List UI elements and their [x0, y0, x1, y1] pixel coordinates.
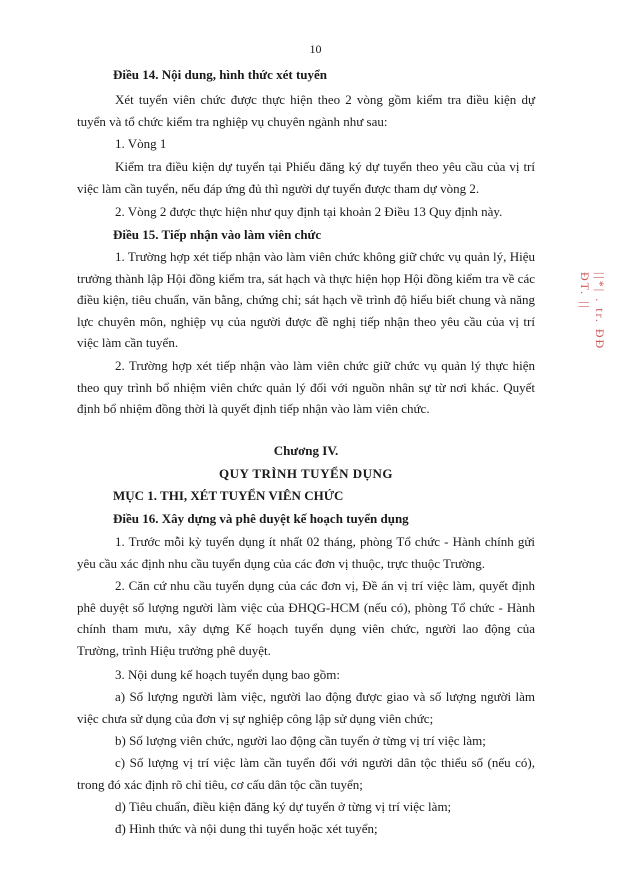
article-14-item-2: 2. Vòng 2 được thực hiện như quy định tại khoản 2 Điều 13 Quy định này. — [115, 204, 503, 219]
article-14-item-1: 1. Vòng 1 — [115, 136, 167, 151]
article-16-para-3: 3. Nội dung kế hoạch tuyển dụng bao gồm: — [115, 667, 340, 682]
article-16-item-b: b) Số lượng viên chức, người lao động cần tuyển ở từng vị trí việc làm; — [115, 733, 486, 748]
article-16-item-dd: đ) Hình thức và nội dung thi tuyển hoặc xét tuyển; — [115, 821, 378, 836]
margin-stamp: ||*| . tr. ĐĐ ĐT. || — [578, 272, 607, 351]
article-14-item-1-body: Kiểm tra điều kiện dự tuyển tại Phiếu đăng ký dự tuyển theo yêu cầu của vị trí việc làm cần tuyển, nếu đáp ứng đủ thì người dự tuyển được tham dự vòng 2. — [77, 159, 535, 196]
chapter-title: QUY TRÌNH TUYỂN DỤNG — [218, 466, 394, 481]
chapter-label: Chương IV. — [273, 443, 339, 458]
article-15-title: Điều 15. Tiếp nhận vào làm viên chức — [113, 227, 322, 242]
article-15-para-2: 2. Trường hợp xét tiếp nhận vào làm viên chức giữ chức vụ quản lý thực hiện theo quy trình bổ nhiệm viên chức quản lý đối với nguồn nhân sự từ nơi khác. Quyết định bổ nhiệm đồng thời là quyết định tiếp nhận vào làm viên chức. — [77, 358, 535, 417]
page-number: 10 — [309, 42, 322, 56]
article-16-item-d: d) Tiêu chuẩn, điều kiện đăng ký dự tuyển ở từng vị trí việc làm; — [115, 799, 452, 814]
section-heading: MỤC 1. THI, XÉT TUYỂN VIÊN CHỨC — [113, 488, 344, 503]
article-16-item-a: a) Số lượng người làm việc, người lao động được giao và số lượng người làm việc chưa sử dụng của đơn vị sự nghiệp công lập sử dụng viên chức; — [77, 689, 535, 726]
article-14-title: Điều 14. Nội dung, hình thức xét tuyển — [113, 67, 328, 82]
article-15-para-1: 1. Trường hợp xét tiếp nhận vào làm viên chức không giữ chức vụ quản lý, Hiệu trưởng thành lập Hội đồng kiểm tra, sát hạch và thực hiện họp Hội đồng kiểm tra về các điều kiện, tiêu chuẩn, văn bằng, chứng chỉ; sát hạch về trình độ hiểu biết chung và năng lực chuyên môn, nghiệp vụ của người được đề nghị tiếp nhận theo yêu cầu của vị trí việc làm cần tuyển. — [77, 249, 535, 351]
article-16-para-1: 1. Trước mỗi kỳ tuyển dụng ít nhất 02 tháng, phòng Tổ chức - Hành chính gửi yêu cầu xác định nhu cầu tuyển dụng của các đơn vị thuộc, trực thuộc Trường. — [77, 534, 535, 571]
article-16-title: Điều 16. Xây dựng và phê duyệt kế hoạch tuyển dụng — [113, 511, 409, 526]
article-16-item-c: c) Số lượng vị trí việc làm cần tuyển đối với người dân tộc thiểu số (nếu có), trong đó xác định rõ chỉ tiêu, cơ cấu dân tộc cần tuyển; — [77, 755, 535, 792]
article-16-para-2: 2. Căn cứ nhu cầu tuyển dụng của các đơn vị, Đề án vị trí việc làm, quyết định phê duyệt số lượng người làm việc của ĐHQG-HCM (nếu có), phòng Tổ chức - Hành chính tham mưu, xây dựng Kế hoạch tuyển dụng viên chức, người lao động của Trường, trình Hiệu trưởng phê duyệt. — [77, 578, 535, 658]
article-14-intro: Xét tuyển viên chức được thực hiện theo 2 vòng gồm kiểm tra điều kiện dự tuyển và tổ chức kiểm tra nghiệp vụ chuyên ngành như sau: — [77, 92, 535, 129]
